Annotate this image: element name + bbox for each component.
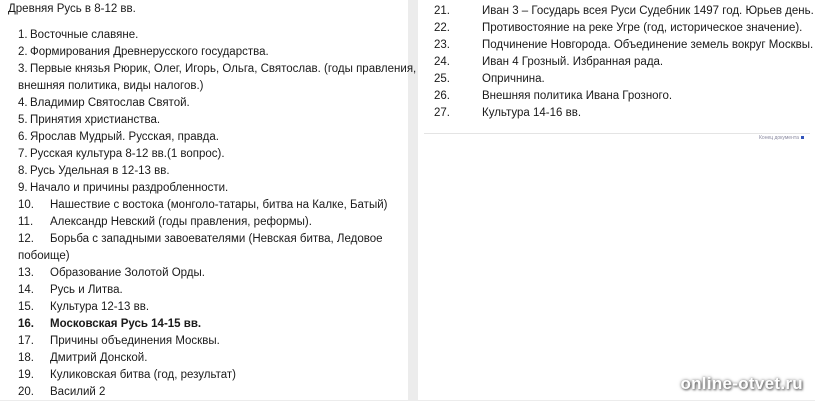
list-item-number: 26.: [434, 90, 450, 102]
list-item-text: Борьба с западными завоевателями (Невская битва, Ледовое: [50, 233, 383, 245]
list-item-text: Нашествие с востока (монголо-татары, битва на Калке, Батый): [50, 199, 388, 211]
list-item-text: Культура 12-13 вв.: [50, 301, 150, 313]
end-of-document-marker: [759, 135, 804, 141]
site-watermark: online-otvet.ru: [680, 374, 803, 393]
list-item-number: 16.: [18, 318, 34, 330]
list-item-number: 19.: [18, 369, 34, 381]
document-title: Древняя Русь в 8-12 вв.: [8, 3, 136, 15]
list-item-number: 24.: [434, 56, 450, 68]
page-end-divider: [424, 133, 810, 134]
list-item-number: 27.: [434, 107, 450, 119]
list-item-number: 10.: [18, 199, 34, 211]
list-item-number: 25.: [434, 73, 450, 85]
list-item-text: Принятия христианства.: [30, 114, 161, 126]
list-item-text: Русь Удельная в 12-13 вв.: [30, 165, 170, 177]
list-item-text: Иван 4 Грозный. Избранная рада.: [482, 56, 664, 68]
list-item-number: 2.: [18, 46, 28, 58]
list-item-number: 22.: [434, 22, 450, 34]
list-item-number: 5.: [18, 114, 28, 126]
list-item-text: Александр Невский (годы правления, реформы).: [50, 216, 312, 228]
list-item-text: Причины объединения Москвы.: [50, 335, 220, 347]
list-item-text: Восточные славяне.: [30, 29, 139, 41]
list-item-text: Ярослав Мудрый. Русская, правда.: [30, 131, 219, 143]
document-page-right: [418, 0, 815, 400]
list-item-number: 12.: [18, 233, 34, 245]
list-item-text: Опричнина.: [482, 73, 545, 85]
list-item-number: 3.: [18, 63, 28, 75]
list-item-text: Василий 2: [50, 386, 106, 398]
list-item-number: 21.: [434, 5, 450, 17]
list-item-text: Внешняя политика Ивана Грозного.: [482, 90, 673, 102]
list-item-number: 1.: [18, 29, 28, 41]
list-item-text: Дмитрий Донской.: [50, 352, 148, 364]
list-item-number: 8.: [18, 165, 28, 177]
list-item-number: 13.: [18, 267, 34, 279]
end-marker-square-icon: [801, 136, 804, 139]
list-item-number: 14.: [18, 284, 34, 296]
list-item-number: 17.: [18, 335, 34, 347]
list-item-text: Владимир Святослав Святой.: [30, 97, 190, 109]
list-item-text-continued: внешняя политика, виды налогов.): [18, 80, 204, 92]
list-item-text: Формирования Древнерусского государства.: [30, 46, 269, 58]
end-of-document-label: Конец документа: [759, 135, 799, 141]
list-item-number: 6.: [18, 131, 28, 143]
list-item-text: Первые князья Рюрик, Олег, Игорь, Ольга, Святослав. (годы правления,: [30, 63, 417, 75]
list-item-text: Русь и Литва.: [50, 284, 123, 296]
list-item-number: 18.: [18, 352, 34, 364]
list-item-number: 9.: [18, 182, 28, 194]
list-item-text-continued: побоище): [18, 250, 70, 262]
list-item-text: Подчинение Новгорода. Объединение земель вокруг Москвы.: [482, 39, 814, 51]
list-item-number: 23.: [434, 39, 450, 51]
list-item-text: Русская культура 8-12 вв.(1 вопрос).: [30, 148, 225, 160]
list-item-text: Образование Золотой Орды.: [50, 267, 205, 279]
list-item-number: 7.: [18, 148, 28, 160]
list-item-number: 15.: [18, 301, 34, 313]
list-item-number: 20.: [18, 386, 34, 398]
list-item-text: Иван 3 – Государь всея Руси Судебник 1497 год. Юрьев день.: [482, 5, 814, 17]
list-item-text: Куликовская битва (год, результат): [50, 369, 236, 381]
list-item-text: Культура 14-16 вв.: [482, 107, 582, 119]
list-item-number: 11.: [18, 216, 34, 228]
list-item-text: Начало и причины раздробленности.: [30, 182, 229, 194]
list-item-number: 4.: [18, 97, 28, 109]
list-item-text: Московская Русь 14-15 вв.: [50, 318, 202, 330]
list-item-text: Противостояние на реке Угре (год, историческое значение).: [482, 22, 803, 34]
